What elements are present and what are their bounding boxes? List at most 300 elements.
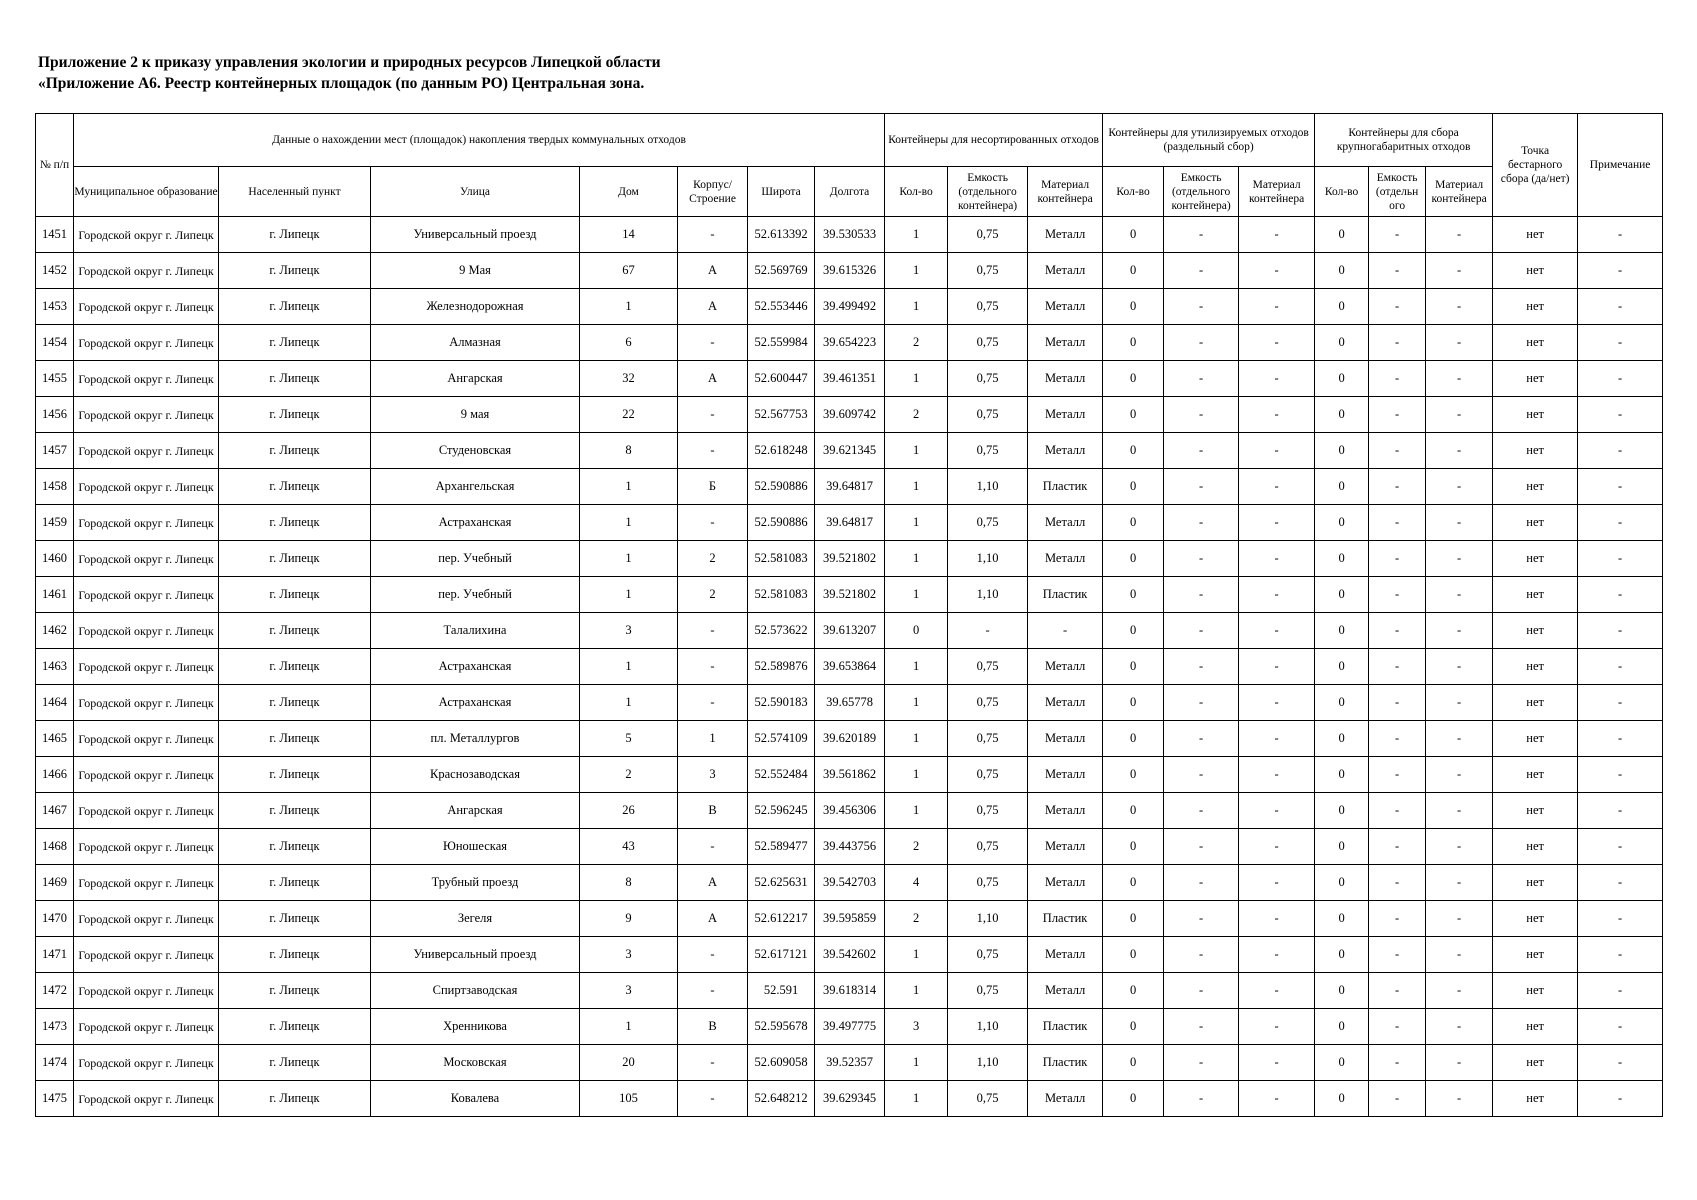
cell-bulky-material: - xyxy=(1426,1009,1493,1045)
header-recycled-group: Контейнеры для утилизируемых отходов (раздельный сбор) xyxy=(1103,114,1315,167)
cell-bulky-material: - xyxy=(1426,829,1493,865)
cell-building: - xyxy=(678,325,748,361)
table-row xyxy=(36,397,1663,433)
cell-unsorted-material: Металл xyxy=(1028,793,1103,829)
cell-unsorted-material: Металл xyxy=(1028,649,1103,685)
cell-municipality: Городской округ г. Липецк xyxy=(74,541,219,577)
cell-settlement: г. Липецк xyxy=(219,541,371,577)
cell-settlement: г. Липецк xyxy=(219,685,371,721)
cell-bulky-capacity: - xyxy=(1369,1009,1426,1045)
cell-unsorted-material: Металл xyxy=(1028,325,1103,361)
cell-unsorted-material: Металл xyxy=(1028,1081,1103,1117)
cell-unsorted-count: 2 xyxy=(885,829,948,865)
cell-recycled-capacity: - xyxy=(1164,937,1239,973)
cell-note: - xyxy=(1578,649,1663,685)
cell-note: - xyxy=(1578,973,1663,1009)
cell-unsorted-count: 1 xyxy=(885,433,948,469)
cell-bulky-material: - xyxy=(1426,397,1493,433)
cell-latitude: 52.581083 xyxy=(748,541,815,577)
cell-municipality: Городской округ г. Липецк xyxy=(74,325,219,361)
cell-unsorted-count: 1 xyxy=(885,541,948,577)
cell-building: - xyxy=(678,973,748,1009)
cell-bulky-count: 0 xyxy=(1315,829,1369,865)
cell-longitude: 39.65778 xyxy=(815,685,885,721)
cell-house: 26 xyxy=(580,793,678,829)
cell-bulky-capacity: - xyxy=(1369,793,1426,829)
cell-row-number: 1473 xyxy=(36,1009,74,1045)
cell-unsorted-material: Металл xyxy=(1028,253,1103,289)
cell-bulky-capacity: - xyxy=(1369,1081,1426,1117)
cell-recycled-material: - xyxy=(1239,217,1315,253)
cell-bulky-material: - xyxy=(1426,757,1493,793)
cell-settlement: г. Липецк xyxy=(219,361,371,397)
cell-latitude: 52.590886 xyxy=(748,469,815,505)
cell-unsorted-capacity: 1,10 xyxy=(948,1009,1028,1045)
cell-bulky-count: 0 xyxy=(1315,541,1369,577)
cell-bulk-point: нет xyxy=(1493,901,1578,937)
cell-building: - xyxy=(678,649,748,685)
cell-unsorted-count: 1 xyxy=(885,973,948,1009)
cell-building: - xyxy=(678,505,748,541)
cell-longitude: 39.456306 xyxy=(815,793,885,829)
table-row xyxy=(36,469,1663,505)
cell-bulky-capacity: - xyxy=(1369,721,1426,757)
cell-bulk-point: нет xyxy=(1493,973,1578,1009)
cell-municipality: Городской округ г. Липецк xyxy=(74,1081,219,1117)
cell-bulky-capacity: - xyxy=(1369,325,1426,361)
cell-house: 1 xyxy=(580,649,678,685)
cell-recycled-capacity: - xyxy=(1164,865,1239,901)
table-row xyxy=(36,433,1663,469)
cell-building: 3 xyxy=(678,757,748,793)
cell-recycled-material: - xyxy=(1239,397,1315,433)
cell-municipality: Городской округ г. Липецк xyxy=(74,1009,219,1045)
cell-unsorted-count: 2 xyxy=(885,325,948,361)
cell-bulk-point: нет xyxy=(1493,217,1578,253)
cell-recycled-capacity: - xyxy=(1164,973,1239,1009)
cell-recycled-count: 0 xyxy=(1103,757,1164,793)
cell-unsorted-material: Пластик xyxy=(1028,577,1103,613)
cell-latitude: 52.573622 xyxy=(748,613,815,649)
cell-recycled-count: 0 xyxy=(1103,721,1164,757)
cell-recycled-capacity: - xyxy=(1164,469,1239,505)
cell-municipality: Городской округ г. Липецк xyxy=(74,613,219,649)
cell-row-number: 1452 xyxy=(36,253,74,289)
cell-bulky-material: - xyxy=(1426,613,1493,649)
table-row xyxy=(36,901,1663,937)
cell-building: - xyxy=(678,613,748,649)
cell-bulky-material: - xyxy=(1426,217,1493,253)
cell-house: 3 xyxy=(580,613,678,649)
header-latitude: Широта xyxy=(748,167,815,217)
table-row xyxy=(36,721,1663,757)
cell-bulk-point: нет xyxy=(1493,541,1578,577)
cell-latitude: 52.648212 xyxy=(748,1081,815,1117)
cell-recycled-material: - xyxy=(1239,829,1315,865)
cell-street: Московская xyxy=(371,1045,580,1081)
header-note: Примечание xyxy=(1578,114,1663,217)
cell-latitude: 52.609058 xyxy=(748,1045,815,1081)
table-row xyxy=(36,865,1663,901)
cell-longitude: 39.461351 xyxy=(815,361,885,397)
cell-row-number: 1469 xyxy=(36,865,74,901)
cell-bulky-count: 0 xyxy=(1315,325,1369,361)
cell-longitude: 39.653864 xyxy=(815,649,885,685)
cell-unsorted-material: Пластик xyxy=(1028,901,1103,937)
cell-settlement: г. Липецк xyxy=(219,937,371,973)
cell-longitude: 39.521802 xyxy=(815,541,885,577)
header-recycled-material: Материал контейнера xyxy=(1239,167,1315,217)
cell-latitude: 52.567753 xyxy=(748,397,815,433)
cell-longitude: 39.609742 xyxy=(815,397,885,433)
cell-unsorted-material: Металл xyxy=(1028,973,1103,1009)
cell-row-number: 1471 xyxy=(36,937,74,973)
cell-note: - xyxy=(1578,433,1663,469)
cell-bulk-point: нет xyxy=(1493,1081,1578,1117)
cell-building: 2 xyxy=(678,577,748,613)
cell-bulk-point: нет xyxy=(1493,757,1578,793)
cell-unsorted-material: Металл xyxy=(1028,757,1103,793)
header-bulk-point: Точка бестарного сбора (да/нет) xyxy=(1493,114,1578,217)
cell-longitude: 39.542602 xyxy=(815,937,885,973)
cell-unsorted-count: 1 xyxy=(885,793,948,829)
cell-row-number: 1457 xyxy=(36,433,74,469)
cell-building: В xyxy=(678,1009,748,1045)
header-longitude: Долгота xyxy=(815,167,885,217)
cell-unsorted-capacity: 0,75 xyxy=(948,217,1028,253)
table-row xyxy=(36,253,1663,289)
cell-unsorted-capacity: 0,75 xyxy=(948,829,1028,865)
header-bulky-group: Контейнеры для сбора крупногабаритных отходов xyxy=(1315,114,1493,167)
cell-longitude: 39.654223 xyxy=(815,325,885,361)
cell-bulk-point: нет xyxy=(1493,937,1578,973)
cell-unsorted-count: 2 xyxy=(885,901,948,937)
cell-unsorted-capacity: 0,75 xyxy=(948,973,1028,1009)
cell-unsorted-count: 1 xyxy=(885,937,948,973)
header-street: Улица xyxy=(371,167,580,217)
cell-unsorted-count: 1 xyxy=(885,577,948,613)
cell-recycled-material: - xyxy=(1239,505,1315,541)
cell-municipality: Городской округ г. Липецк xyxy=(74,901,219,937)
cell-bulky-capacity: - xyxy=(1369,397,1426,433)
header-bulky-material: Материал контейнера xyxy=(1426,167,1493,217)
cell-recycled-material: - xyxy=(1239,289,1315,325)
cell-unsorted-material: Металл xyxy=(1028,289,1103,325)
cell-bulky-capacity: - xyxy=(1369,1045,1426,1081)
table-row xyxy=(36,613,1663,649)
cell-settlement: г. Липецк xyxy=(219,253,371,289)
cell-bulky-material: - xyxy=(1426,577,1493,613)
cell-bulky-material: - xyxy=(1426,433,1493,469)
cell-row-number: 1454 xyxy=(36,325,74,361)
cell-bulk-point: нет xyxy=(1493,505,1578,541)
cell-recycled-capacity: - xyxy=(1164,757,1239,793)
cell-bulk-point: нет xyxy=(1493,829,1578,865)
cell-recycled-material: - xyxy=(1239,865,1315,901)
table-row xyxy=(36,685,1663,721)
cell-recycled-capacity: - xyxy=(1164,361,1239,397)
cell-bulky-count: 0 xyxy=(1315,649,1369,685)
cell-unsorted-count: 1 xyxy=(885,469,948,505)
cell-house: 2 xyxy=(580,757,678,793)
cell-unsorted-capacity: 1,10 xyxy=(948,901,1028,937)
cell-longitude: 39.64817 xyxy=(815,505,885,541)
cell-street: Ангарская xyxy=(371,361,580,397)
cell-note: - xyxy=(1578,793,1663,829)
cell-building: - xyxy=(678,937,748,973)
cell-longitude: 39.629345 xyxy=(815,1081,885,1117)
cell-bulk-point: нет xyxy=(1493,865,1578,901)
cell-street: Спиртзаводская xyxy=(371,973,580,1009)
cell-note: - xyxy=(1578,361,1663,397)
table-row xyxy=(36,541,1663,577)
cell-house: 32 xyxy=(580,361,678,397)
cell-longitude: 39.497775 xyxy=(815,1009,885,1045)
cell-unsorted-count: 2 xyxy=(885,397,948,433)
cell-house: 1 xyxy=(580,1009,678,1045)
cell-settlement: г. Липецк xyxy=(219,973,371,1009)
cell-unsorted-capacity: 0,75 xyxy=(948,721,1028,757)
cell-bulk-point: нет xyxy=(1493,361,1578,397)
cell-unsorted-capacity: 1,10 xyxy=(948,1045,1028,1081)
table-row xyxy=(36,361,1663,397)
cell-bulky-material: - xyxy=(1426,721,1493,757)
cell-bulky-count: 0 xyxy=(1315,901,1369,937)
cell-building: - xyxy=(678,1081,748,1117)
container-sites-registry-table xyxy=(35,113,1663,1117)
cell-recycled-count: 0 xyxy=(1103,1045,1164,1081)
cell-settlement: г. Липецк xyxy=(219,829,371,865)
table-body xyxy=(36,217,1663,1117)
cell-latitude: 52.618248 xyxy=(748,433,815,469)
cell-bulky-capacity: - xyxy=(1369,685,1426,721)
cell-unsorted-capacity: 0,75 xyxy=(948,865,1028,901)
cell-recycled-material: - xyxy=(1239,361,1315,397)
cell-recycled-material: - xyxy=(1239,901,1315,937)
cell-recycled-count: 0 xyxy=(1103,973,1164,1009)
cell-recycled-material: - xyxy=(1239,613,1315,649)
cell-street: Студеновская xyxy=(371,433,580,469)
table-row xyxy=(36,973,1663,1009)
cell-house: 1 xyxy=(580,469,678,505)
cell-street: Ангарская xyxy=(371,793,580,829)
cell-municipality: Городской округ г. Липецк xyxy=(74,289,219,325)
cell-latitude: 52.589876 xyxy=(748,649,815,685)
cell-bulky-material: - xyxy=(1426,937,1493,973)
cell-recycled-capacity: - xyxy=(1164,325,1239,361)
cell-house: 1 xyxy=(580,505,678,541)
cell-longitude: 39.443756 xyxy=(815,829,885,865)
header-municipality: Муниципальное образование xyxy=(74,167,219,217)
cell-unsorted-material: Металл xyxy=(1028,433,1103,469)
cell-recycled-count: 0 xyxy=(1103,217,1164,253)
table-row xyxy=(36,577,1663,613)
cell-unsorted-count: 1 xyxy=(885,253,948,289)
cell-bulk-point: нет xyxy=(1493,433,1578,469)
cell-unsorted-capacity: 0,75 xyxy=(948,289,1028,325)
cell-note: - xyxy=(1578,253,1663,289)
cell-bulky-count: 0 xyxy=(1315,577,1369,613)
cell-house: 8 xyxy=(580,865,678,901)
cell-building: - xyxy=(678,829,748,865)
cell-recycled-material: - xyxy=(1239,793,1315,829)
cell-recycled-capacity: - xyxy=(1164,541,1239,577)
cell-street: 9 мая xyxy=(371,397,580,433)
cell-bulky-count: 0 xyxy=(1315,217,1369,253)
cell-recycled-capacity: - xyxy=(1164,577,1239,613)
cell-latitude: 52.591 xyxy=(748,973,815,1009)
cell-bulky-count: 0 xyxy=(1315,793,1369,829)
cell-recycled-material: - xyxy=(1239,433,1315,469)
table-row xyxy=(36,793,1663,829)
cell-unsorted-capacity: 0,75 xyxy=(948,685,1028,721)
cell-recycled-material: - xyxy=(1239,937,1315,973)
cell-bulk-point: нет xyxy=(1493,397,1578,433)
cell-house: 43 xyxy=(580,829,678,865)
cell-unsorted-count: 1 xyxy=(885,1081,948,1117)
cell-recycled-capacity: - xyxy=(1164,613,1239,649)
cell-municipality: Городской округ г. Липецк xyxy=(74,433,219,469)
cell-note: - xyxy=(1578,469,1663,505)
cell-row-number: 1451 xyxy=(36,217,74,253)
cell-row-number: 1464 xyxy=(36,685,74,721)
cell-recycled-material: - xyxy=(1239,541,1315,577)
cell-recycled-capacity: - xyxy=(1164,1009,1239,1045)
cell-bulky-count: 0 xyxy=(1315,937,1369,973)
cell-bulk-point: нет xyxy=(1493,1045,1578,1081)
cell-recycled-count: 0 xyxy=(1103,505,1164,541)
cell-bulky-material: - xyxy=(1426,865,1493,901)
cell-recycled-capacity: - xyxy=(1164,289,1239,325)
cell-building: А xyxy=(678,253,748,289)
cell-municipality: Городской округ г. Липецк xyxy=(74,721,219,757)
cell-bulky-count: 0 xyxy=(1315,973,1369,1009)
cell-building: - xyxy=(678,685,748,721)
cell-building: - xyxy=(678,1045,748,1081)
cell-settlement: г. Липецк xyxy=(219,469,371,505)
cell-note: - xyxy=(1578,1009,1663,1045)
title-line-1: Приложение 2 к приказу управления экологии и природных ресурсов Липецкой области xyxy=(38,54,661,71)
cell-longitude: 39.621345 xyxy=(815,433,885,469)
cell-row-number: 1465 xyxy=(36,721,74,757)
header-unsorted-material: Материал контейнера xyxy=(1028,167,1103,217)
header-unsorted-capacity: Емкость (отдельного контейнера) xyxy=(948,167,1028,217)
cell-bulky-material: - xyxy=(1426,361,1493,397)
cell-bulky-count: 0 xyxy=(1315,289,1369,325)
cell-bulky-capacity: - xyxy=(1369,901,1426,937)
cell-note: - xyxy=(1578,289,1663,325)
cell-unsorted-count: 1 xyxy=(885,505,948,541)
cell-recycled-capacity: - xyxy=(1164,829,1239,865)
cell-building: 1 xyxy=(678,721,748,757)
cell-recycled-material: - xyxy=(1239,325,1315,361)
cell-bulky-count: 0 xyxy=(1315,721,1369,757)
cell-building: - xyxy=(678,433,748,469)
cell-bulky-capacity: - xyxy=(1369,649,1426,685)
cell-bulky-capacity: - xyxy=(1369,973,1426,1009)
cell-house: 14 xyxy=(580,217,678,253)
cell-bulk-point: нет xyxy=(1493,325,1578,361)
cell-house: 3 xyxy=(580,937,678,973)
cell-street: Алмазная xyxy=(371,325,580,361)
cell-house: 67 xyxy=(580,253,678,289)
cell-bulk-point: нет xyxy=(1493,289,1578,325)
cell-bulk-point: нет xyxy=(1493,577,1578,613)
cell-unsorted-capacity: 1,10 xyxy=(948,541,1028,577)
table-row xyxy=(36,325,1663,361)
cell-municipality: Городской округ г. Липецк xyxy=(74,577,219,613)
cell-recycled-count: 0 xyxy=(1103,649,1164,685)
table-row xyxy=(36,649,1663,685)
cell-building: А xyxy=(678,865,748,901)
cell-recycled-count: 0 xyxy=(1103,253,1164,289)
cell-bulky-capacity: - xyxy=(1369,289,1426,325)
cell-unsorted-material: Металл xyxy=(1028,721,1103,757)
cell-latitude: 52.596245 xyxy=(748,793,815,829)
cell-unsorted-count: 1 xyxy=(885,361,948,397)
cell-house: 20 xyxy=(580,1045,678,1081)
cell-longitude: 39.530533 xyxy=(815,217,885,253)
cell-house: 5 xyxy=(580,721,678,757)
cell-bulky-capacity: - xyxy=(1369,505,1426,541)
cell-note: - xyxy=(1578,577,1663,613)
cell-unsorted-capacity: 0,75 xyxy=(948,397,1028,433)
cell-note: - xyxy=(1578,829,1663,865)
cell-street: Трубный проезд xyxy=(371,865,580,901)
cell-unsorted-count: 1 xyxy=(885,685,948,721)
cell-unsorted-material: Пластик xyxy=(1028,1045,1103,1081)
cell-unsorted-count: 1 xyxy=(885,721,948,757)
cell-bulky-count: 0 xyxy=(1315,685,1369,721)
cell-unsorted-count: 0 xyxy=(885,613,948,649)
cell-recycled-capacity: - xyxy=(1164,397,1239,433)
cell-unsorted-count: 3 xyxy=(885,1009,948,1045)
cell-bulky-material: - xyxy=(1426,1045,1493,1081)
cell-latitude: 52.590886 xyxy=(748,505,815,541)
cell-house: 1 xyxy=(580,577,678,613)
cell-bulky-material: - xyxy=(1426,685,1493,721)
cell-row-number: 1472 xyxy=(36,973,74,1009)
cell-street: Астраханская xyxy=(371,685,580,721)
cell-recycled-material: - xyxy=(1239,973,1315,1009)
cell-bulky-material: - xyxy=(1426,325,1493,361)
cell-recycled-material: - xyxy=(1239,469,1315,505)
cell-latitude: 52.595678 xyxy=(748,1009,815,1045)
table-row xyxy=(36,217,1663,253)
cell-house: 8 xyxy=(580,433,678,469)
cell-settlement: г. Липецк xyxy=(219,505,371,541)
cell-longitude: 39.615326 xyxy=(815,253,885,289)
cell-municipality: Городской округ г. Липецк xyxy=(74,793,219,829)
cell-note: - xyxy=(1578,397,1663,433)
cell-unsorted-count: 1 xyxy=(885,217,948,253)
cell-building: 2 xyxy=(678,541,748,577)
cell-note: - xyxy=(1578,1081,1663,1117)
table-row xyxy=(36,829,1663,865)
cell-street: Талалихина xyxy=(371,613,580,649)
cell-recycled-material: - xyxy=(1239,685,1315,721)
cell-longitude: 39.542703 xyxy=(815,865,885,901)
cell-bulk-point: нет xyxy=(1493,613,1578,649)
cell-house: 1 xyxy=(580,289,678,325)
cell-row-number: 1460 xyxy=(36,541,74,577)
cell-longitude: 39.618314 xyxy=(815,973,885,1009)
header-row-columns xyxy=(36,167,1663,217)
cell-bulk-point: нет xyxy=(1493,793,1578,829)
cell-unsorted-count: 1 xyxy=(885,289,948,325)
cell-bulky-count: 0 xyxy=(1315,469,1369,505)
cell-bulk-point: нет xyxy=(1493,469,1578,505)
